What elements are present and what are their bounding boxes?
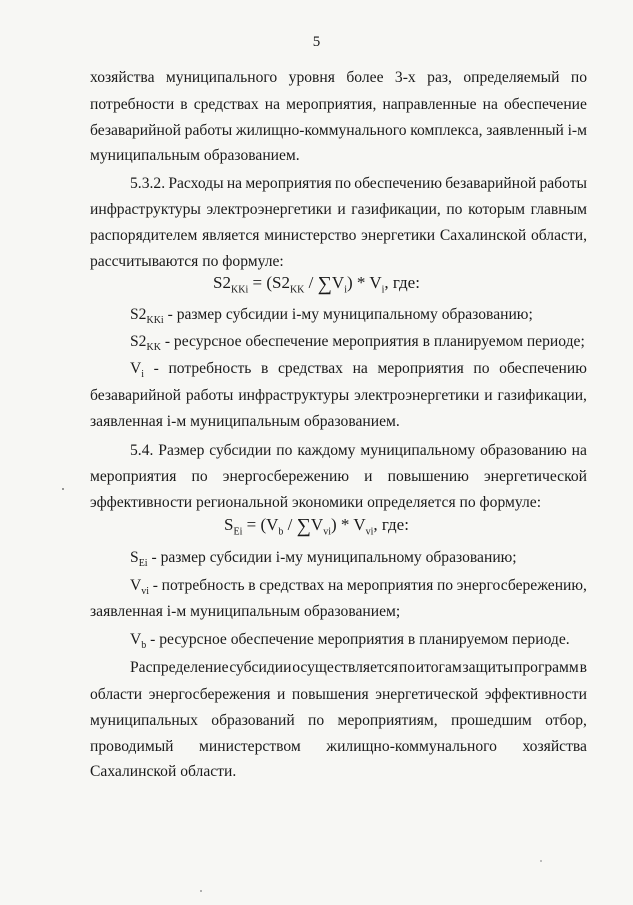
text-line: 5.4. Размер субсидии по каждому муниципальному образованию на bbox=[130, 442, 587, 459]
text-line: области энергосбережения и повышения энергетической эффективности bbox=[90, 686, 587, 703]
definition-line: $S_{Ei}$ - размер субсидии i-му муниципальному образованию; bbox=[130, 549, 517, 570]
text-line: мероприятия по энергосбережению и повышению энергетической bbox=[90, 468, 587, 485]
text-line: заявленная i-м муниципальным образованием. bbox=[90, 413, 400, 430]
text-line: эффективности региональной экономики определяется по формуле: bbox=[90, 494, 542, 511]
definition-line: $V_i$ - потребность в средствах на мероприятия по обеспечению bbox=[130, 360, 587, 381]
formula-sei: $S_{Ei} = (V_b / \sum V_{vi}) * V_{vi}$, где: bbox=[224, 515, 409, 538]
text-line: Распределение субсидии осуществляется по итогам защиты программ в bbox=[130, 659, 587, 676]
scan-speck bbox=[62, 488, 64, 490]
page-number: 5 bbox=[312, 34, 321, 50]
text-line: безаварийной работы инфраструктуры электроэнергетики и газификации, bbox=[90, 387, 587, 404]
text-line: инфраструктуры электроэнергетики и газификации, по которым главным bbox=[90, 201, 587, 218]
text-line: потребности в средствах на мероприятия, направленные на обеспечение bbox=[90, 96, 587, 113]
scan-speck bbox=[200, 890, 202, 892]
text-line: распорядителем является министерство энергетики Сахалинской области, bbox=[90, 227, 587, 244]
text-line: безаварийной работы жилищно-коммунального комплекса, заявленный i-м bbox=[90, 122, 587, 139]
text-line: проводимый министерством жилищно-коммунального хозяйства bbox=[90, 738, 587, 755]
scan-speck bbox=[540, 860, 542, 862]
text-line: Сахалинской области. bbox=[90, 763, 237, 780]
text-line: хозяйства муниципального уровня более 3-х раз, определяемый по bbox=[90, 69, 587, 86]
text-line: муниципальным образованием. bbox=[90, 147, 300, 164]
text-line: 5.3.2. Расходы на мероприятия по обеспечению безаварийной работы bbox=[130, 175, 587, 192]
text-line: рассчитываются по формуле: bbox=[90, 253, 284, 270]
definition-line: $V_{vi}$ - потребность в средствах на мероприятия по энергосбережению, bbox=[130, 577, 587, 598]
text-line: муниципальных образований по мероприятиям, прошедшим отбор, bbox=[90, 712, 587, 729]
definition-line: $S2_{KK}$ - ресурсное обеспечение мероприятия в планируемом периоде; bbox=[130, 333, 585, 354]
definition-line: $S2_{KKi}$ - размер субсидии i-му муниципальному образованию; bbox=[130, 306, 533, 327]
formula-s2kki: $S2_{KKi} = (S2_{KK} / \sum V_i) * V_i$, где: bbox=[213, 273, 420, 296]
text-line: заявленная i-м муниципальным образованием; bbox=[90, 603, 401, 620]
definition-line: $V_b$ - ресурсное обеспечение мероприятия в планируемом периоде. bbox=[130, 631, 570, 652]
